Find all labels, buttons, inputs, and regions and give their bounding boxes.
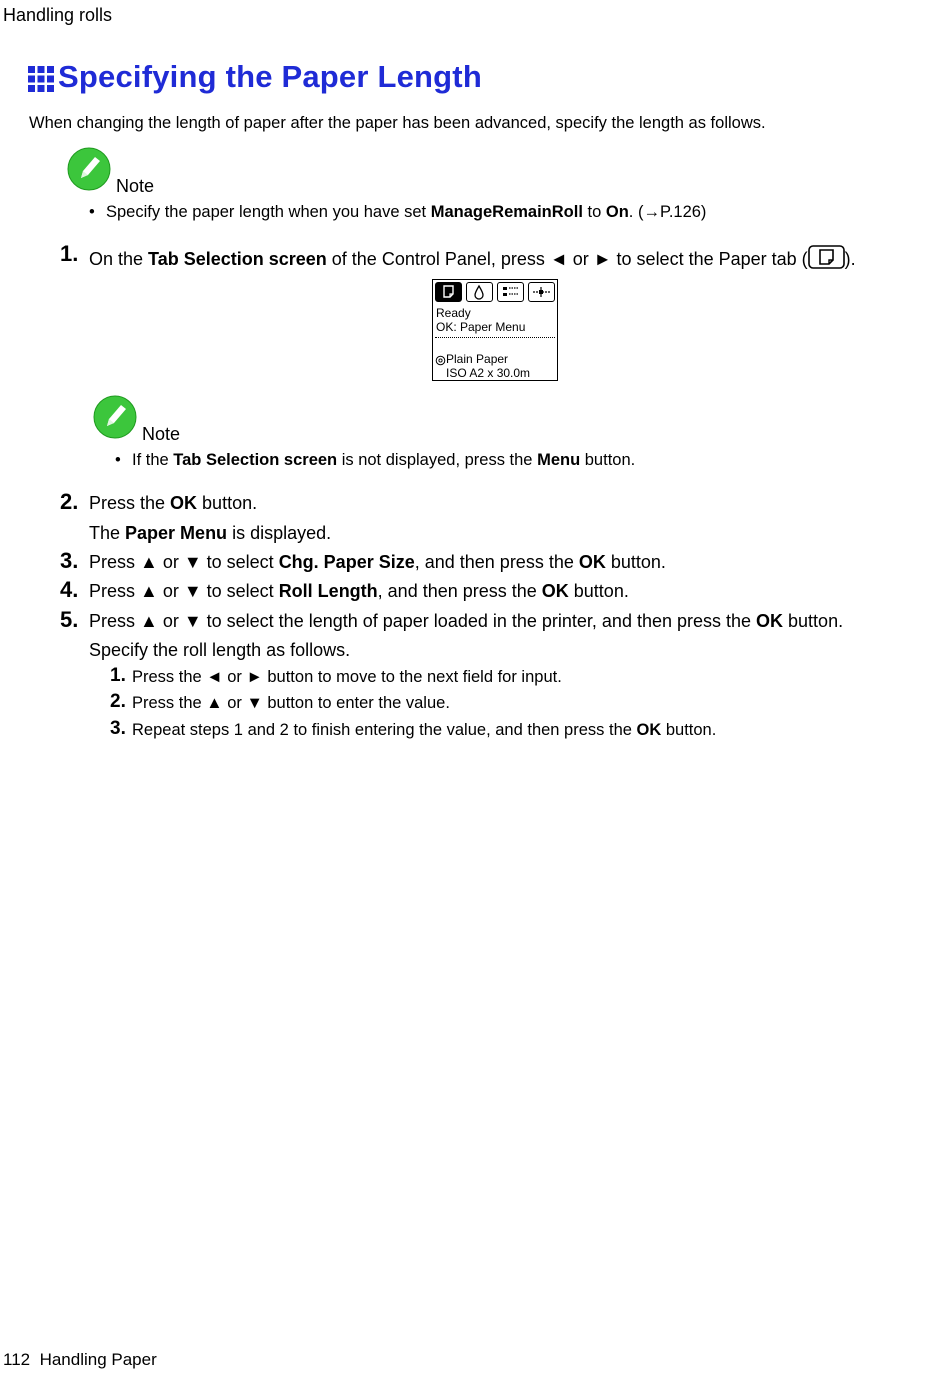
step-text-part: ). xyxy=(844,249,856,269)
step-text-part: button. xyxy=(568,581,629,601)
note-label: Note xyxy=(142,424,181,444)
step-bold: Chg. Paper Size xyxy=(278,552,415,572)
note-text: Specify the paper length when you have set xyxy=(106,203,431,221)
note-text: button. xyxy=(580,451,636,469)
page-footer xyxy=(3,1350,157,1370)
lcd-job-tab xyxy=(497,282,524,302)
step-text-part: button. xyxy=(605,552,666,572)
note-bullet xyxy=(115,451,635,470)
note-bold: Menu xyxy=(537,451,581,469)
page-number: 112 xyxy=(3,1350,31,1369)
step-bold: Tab Selection screen xyxy=(148,249,327,269)
lcd-media-type: Plain Paper xyxy=(446,352,509,366)
lcd-settings-tab xyxy=(528,282,555,302)
step-text xyxy=(89,611,843,632)
ink-drop-icon xyxy=(467,283,492,301)
substep-text: Press the ▲ or ▼ button to enter the value. xyxy=(132,694,450,712)
bullet-dot: • xyxy=(89,203,95,221)
step-text-part: of the Control Panel, press ◄ or ► to select the Paper tab ( xyxy=(326,249,808,269)
step-result: Specify the roll length as follows. xyxy=(89,640,351,660)
step-number: 4. xyxy=(60,577,79,602)
step-text-part: , and then press the xyxy=(414,552,579,572)
page-title: Specifying the Paper Length xyxy=(58,59,482,94)
substep-bold: OK xyxy=(636,721,662,739)
step-text-part: button. xyxy=(197,493,258,513)
step-text xyxy=(89,581,629,602)
note-bullet xyxy=(89,203,706,222)
step-text xyxy=(89,493,257,514)
lcd-hint: OK: Paper Menu xyxy=(436,320,526,334)
lcd-ink-tab xyxy=(466,282,493,302)
bullet-dot: • xyxy=(115,451,121,469)
lcd-paper-tab xyxy=(435,282,462,302)
substep-number: 1. xyxy=(110,665,126,686)
note-bold: On xyxy=(605,203,629,221)
note-text: . (→P.126) xyxy=(628,203,707,221)
step-bold: OK xyxy=(170,493,198,513)
substep-number: 2. xyxy=(110,691,126,712)
paper-tab-icon xyxy=(808,245,845,269)
step-bold: OK xyxy=(578,552,606,572)
note-label: Note xyxy=(116,176,155,196)
note-text: to xyxy=(582,203,606,221)
intro-paragraph: When changing the length of paper after the paper has been advanced, specify the length as follows. xyxy=(29,114,766,132)
substep-number: 3. xyxy=(110,718,126,739)
step-number: 2. xyxy=(60,489,79,514)
note-text: If the xyxy=(132,451,174,469)
step-text-part: The xyxy=(89,523,126,543)
step-text xyxy=(89,552,666,573)
step-number: 1. xyxy=(60,241,79,266)
substep-text-part: button. xyxy=(661,721,717,739)
note-pencil-icon xyxy=(67,147,111,191)
note-text: is not displayed, press the xyxy=(337,451,538,469)
note-bold: ManageRemainRoll xyxy=(430,203,583,221)
paper-tab-icon xyxy=(436,283,461,301)
substep-text: Press the ◄ or ► button to move to the next field for input. xyxy=(132,668,562,686)
step-text-part: is displayed. xyxy=(227,523,332,543)
lcd-status: Ready xyxy=(436,306,471,320)
step-bold: Paper Menu xyxy=(125,523,228,543)
step-bold: OK xyxy=(541,581,569,601)
step-text-part: On the xyxy=(89,249,149,269)
footer-section: Handling Paper xyxy=(39,1350,157,1369)
step-text-part: Press ▲ or ▼ to select the length of paper loaded in the printer, and then press the xyxy=(89,611,757,631)
step-bold: OK xyxy=(756,611,784,631)
job-list-icon xyxy=(498,283,523,301)
step-text-part: , and then press the xyxy=(377,581,542,601)
step-text-part: Press ▲ or ▼ to select xyxy=(89,552,279,572)
step-number: 3. xyxy=(60,548,79,573)
roll-icon xyxy=(435,355,446,366)
step-number: 5. xyxy=(60,607,79,632)
step-text-part: Press ▲ or ▼ to select xyxy=(89,581,279,601)
control-panel-display xyxy=(432,279,558,381)
step-text-part: Press the xyxy=(89,493,171,513)
lcd-media-size: ISO A2 x 30.0m xyxy=(446,366,531,380)
substep-text xyxy=(132,721,716,740)
step-result xyxy=(89,523,331,544)
section-grid-icon xyxy=(28,66,54,92)
step-text-part: button. xyxy=(783,611,844,631)
substep-text-part: Repeat steps 1 and 2 to finish entering the value, and then press the xyxy=(132,721,637,739)
lcd-divider xyxy=(435,337,555,338)
note-pencil-icon xyxy=(93,395,137,439)
running-header: Handling rolls xyxy=(3,5,113,25)
step-text xyxy=(89,245,856,270)
note-bold: Tab Selection screen xyxy=(173,451,338,469)
settings-icon xyxy=(529,283,554,301)
step-bold: Roll Length xyxy=(278,581,378,601)
